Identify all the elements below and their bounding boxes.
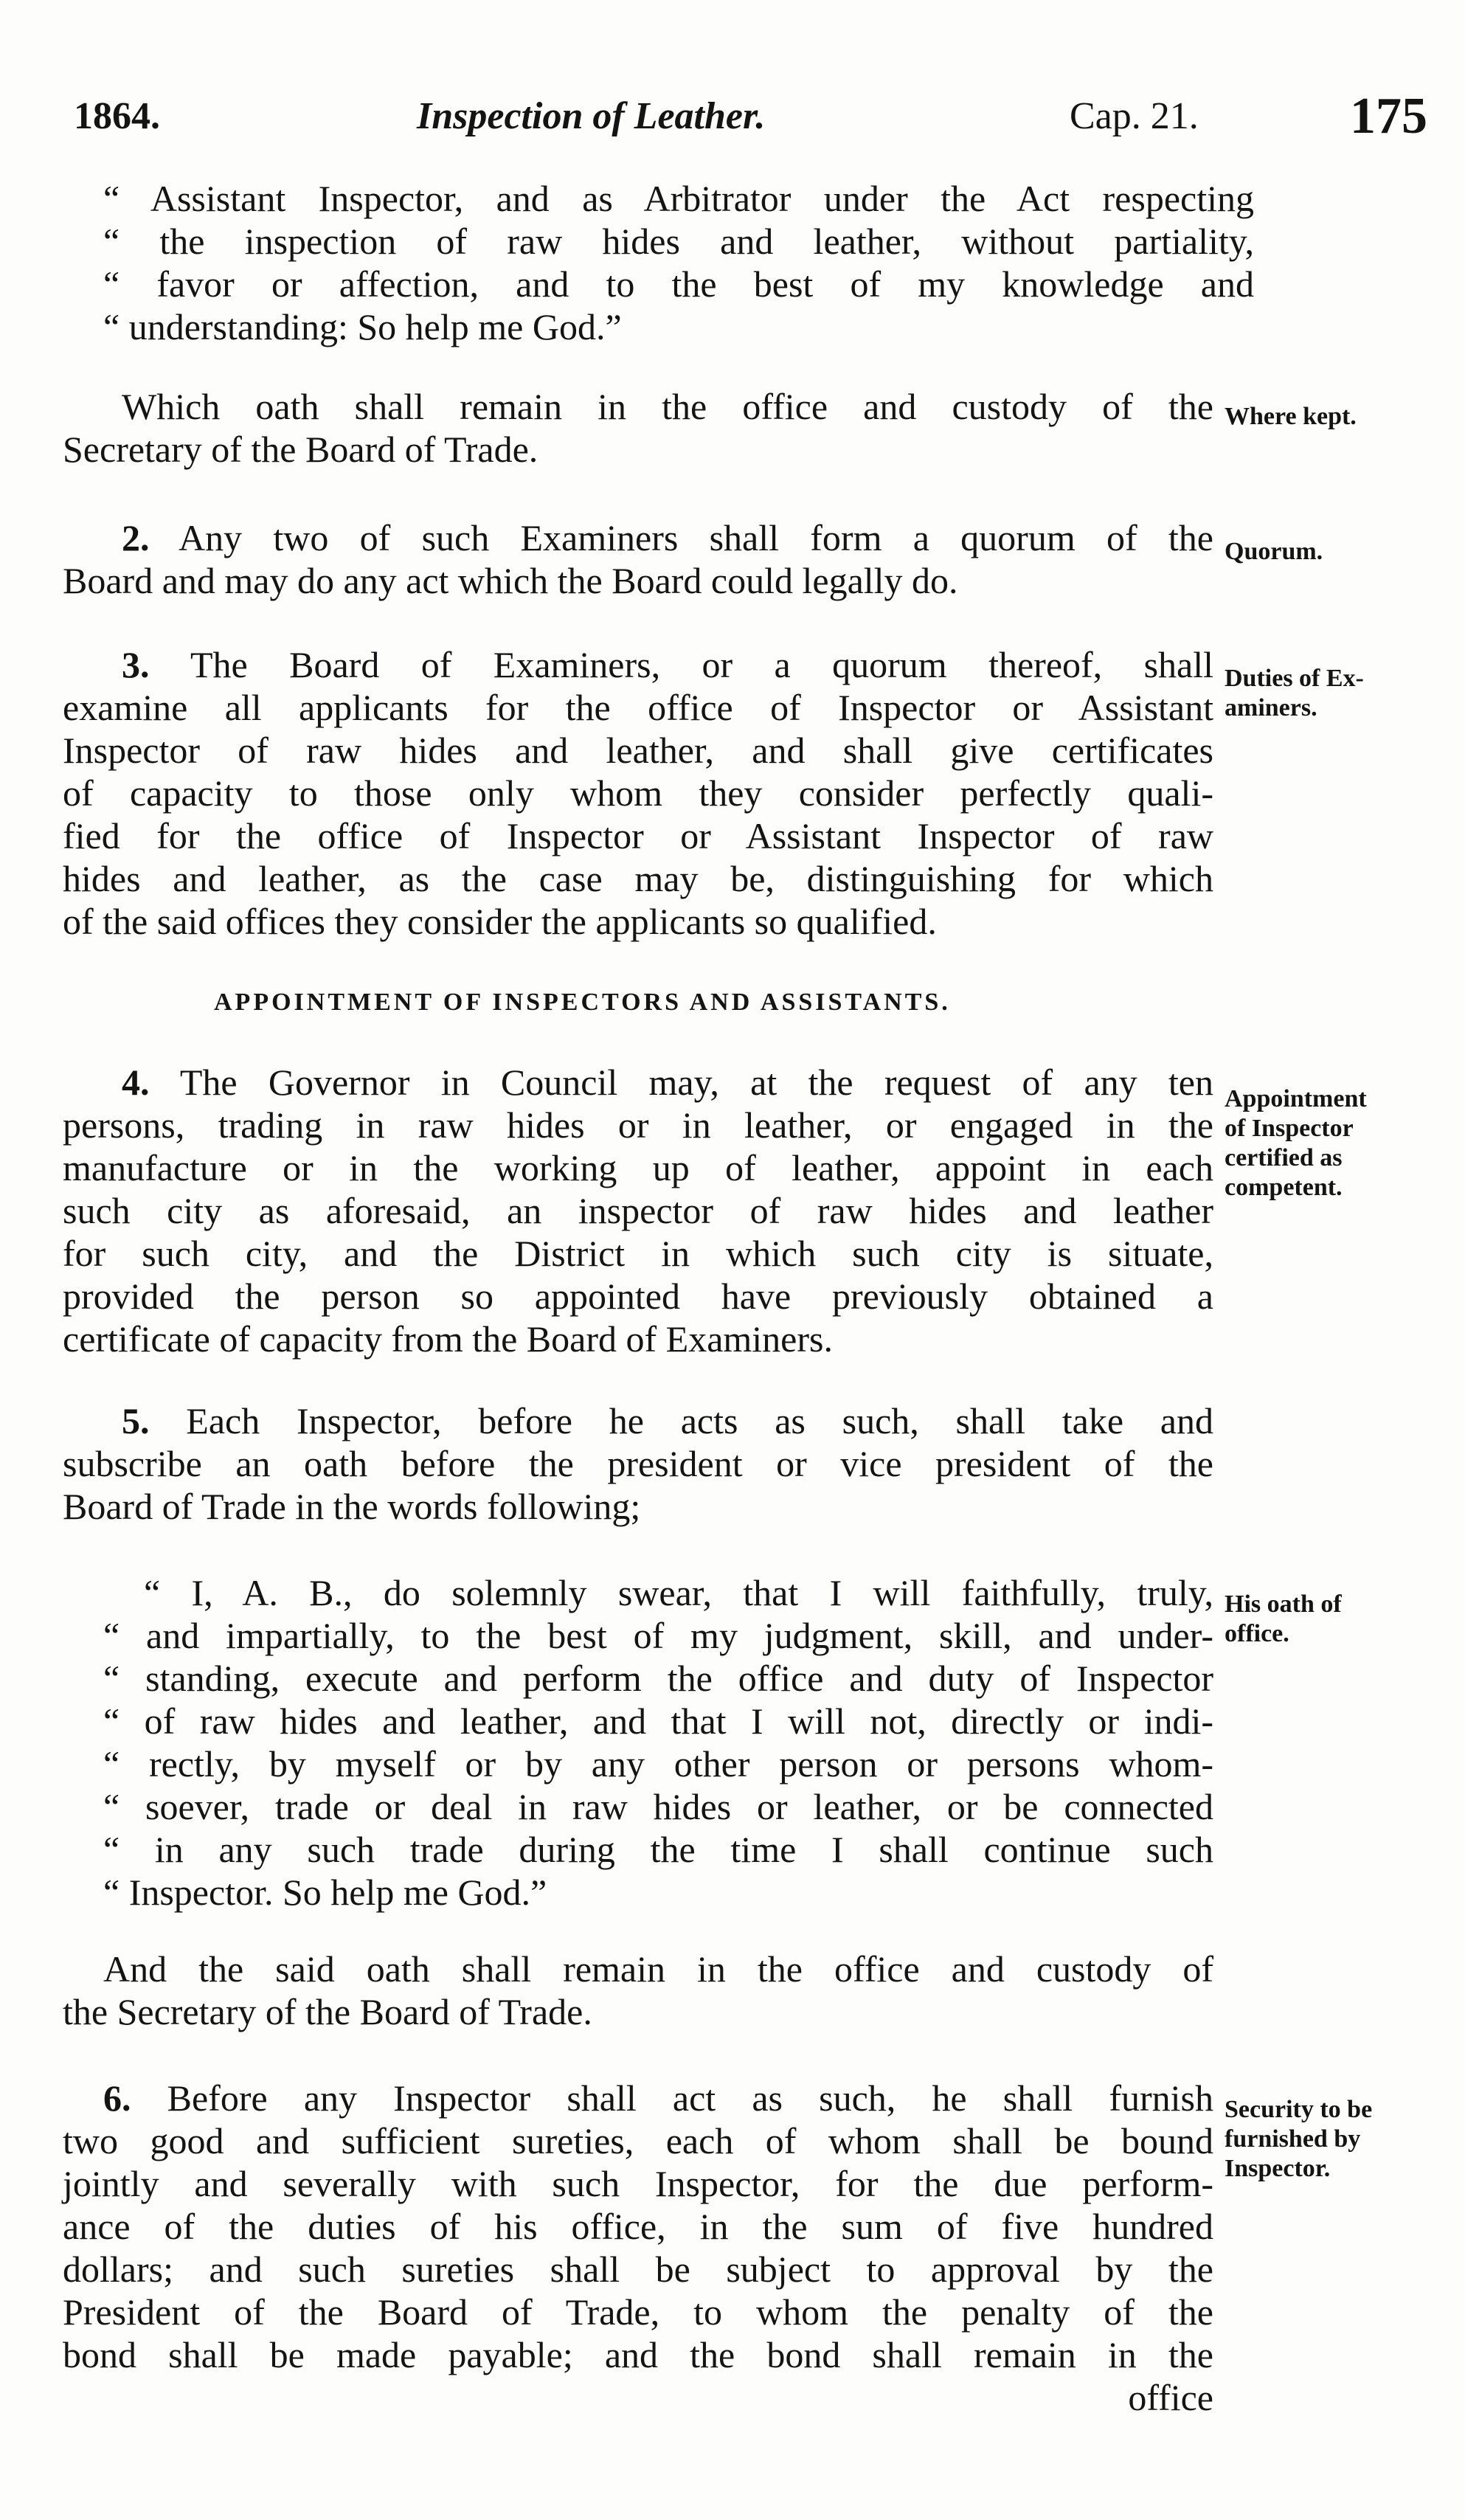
text-line: “ soever, trade or deal in raw hides or leather, or be connected (103, 1786, 1213, 1827)
section-number: 6. (103, 2077, 131, 2119)
header-title: Inspection of Leather. (417, 95, 766, 137)
text-line: Board of Trade in the words following; (63, 1486, 641, 1527)
paragraph-oath-kept (63, 385, 1213, 471)
text-line: Which oath shall remain in the office and custody of the (122, 386, 1213, 427)
text-line: manufacture or in the working up of leather, appoint in each (63, 1147, 1213, 1188)
section-4 (63, 1061, 1213, 1360)
text-line: Secretary of the Board of Trade. (63, 429, 538, 470)
running-header (74, 87, 1438, 168)
section-number: 4. (122, 1062, 150, 1103)
text-line: hides and leather, as the case may be, distinguishing for which (63, 858, 1213, 899)
text-line: of the said offices they consider the applicants so qualified. (63, 901, 937, 942)
text-line: President of the Board of Trade, to whom the penalty of the (63, 2291, 1213, 2333)
text-line: “ of raw hides and leather, and that I will not, directly or indi- (103, 1700, 1213, 1742)
text-line: Inspector of raw hides and leather, and shall give certificates (63, 730, 1213, 771)
text-line: for such city, and the District in which such city is situate, (63, 1233, 1213, 1274)
text-line: examine all applicants for the office of Inspector or Assistant (63, 687, 1213, 728)
text-line: “ the inspection of raw hides and leather, without partiality, (103, 221, 1254, 262)
text-line: “ and impartially, to the best of my judgment, skill, and under- (103, 1615, 1213, 1656)
text-line: such city as aforesaid, an inspector of raw hides and leather (63, 1190, 1213, 1231)
text-line: “ Assistant Inspector, and as Arbitrator under the Act respecting (103, 178, 1254, 219)
paragraph-oath-custody (63, 1948, 1213, 2033)
text-line: 4. The Governor in Council may, at the request of any ten (122, 1062, 1213, 1103)
text-line: subscribe an oath before the president or vice president of the (63, 1443, 1213, 1484)
text-line: “ in any such trade during the time I shall continue such (103, 1829, 1213, 1870)
text-line: bond shall be made payable; and the bond shall remain in the (63, 2334, 1213, 2375)
section-5 (63, 1399, 1213, 1528)
text-line: persons, trading in raw hides or in leather, or engaged in the (63, 1104, 1213, 1146)
text-line: 6. Before any Inspector shall act as such, he shall furnish (103, 2077, 1213, 2119)
section-6 (63, 2077, 1213, 2419)
text-line: jointly and severally with such Inspector, for the due perform- (63, 2163, 1213, 2204)
text-line: 5. Each Inspector, before he acts as such, shall take and (122, 1400, 1213, 1441)
text-line: “ understanding: So help me God.” (103, 306, 622, 347)
text-line: two good and sufficient sureties, each of whom shall be bound (63, 2120, 1213, 2161)
margin-note-appointment: Appointment of Inspector certified as competent. (1225, 1085, 1367, 1201)
header-chapter: Cap. 21. (1070, 95, 1199, 137)
text-line: “ standing, execute and perform the office and duty of Inspector (103, 1658, 1213, 1699)
margin-note-duties: Duties of Ex- aminers. (1225, 665, 1364, 721)
text-line: “ favor or affection, and to the best of my knowledge and (103, 263, 1254, 305)
text-line: “ Inspector. So help me God.” (103, 1872, 547, 1913)
text-line: “ rectly, by myself or by any other person or persons whom- (103, 1743, 1213, 1785)
text-line: Board and may do any act which the Board could legally do. (63, 560, 958, 601)
section-number: 3. (122, 644, 150, 685)
text-line: office (1128, 2377, 1213, 2418)
text-line: fied for the office of Inspector or Assistant Inspector of raw (63, 815, 1213, 856)
text-line: “ I, A. B., do solemnly swear, that I will faithfully, truly, (144, 1572, 1213, 1613)
header-year: 1864. (74, 95, 160, 137)
text-line: dollars; and such sureties shall be subject to approval by the (63, 2249, 1213, 2290)
margin-note-security: Security to be furnished by Inspector. (1225, 2096, 1373, 2182)
text-line: 3. The Board of Examiners, or a quorum thereof, shall (122, 644, 1213, 685)
margin-note-where-kept: Where kept. (1225, 403, 1357, 430)
section-number: 2. (122, 517, 150, 558)
text-line: ance of the duties of his office, in the sum of five hundred (63, 2206, 1213, 2247)
text-line: 2. Any two of such Examiners shall form a quorum of the (122, 517, 1213, 558)
page-number: 175 (1350, 88, 1427, 145)
margin-note-quorum: Quorum. (1225, 538, 1323, 565)
section-number: 5. (122, 1400, 150, 1441)
section-2 (63, 516, 1213, 602)
paragraph-inspector-oath (63, 1571, 1213, 1914)
text-line: provided the person so appointed have previously obtained a (63, 1275, 1213, 1317)
text-line: of capacity to those only whom they consider perfectly quali- (63, 772, 1213, 814)
section-3 (63, 643, 1213, 943)
section-heading: APPOINTMENT OF INSPECTORS AND ASSISTANTS. (214, 989, 951, 1016)
margin-note-oath-of-office: His oath of office. (1225, 1590, 1342, 1647)
text-line: the Secretary of the Board of Trade. (63, 1991, 592, 2032)
text-line: And the said oath shall remain in the office and custody of (103, 1948, 1213, 1990)
paragraph-oath-end (63, 177, 1254, 348)
text-line: certificate of capacity from the Board of Examiners. (63, 1318, 833, 1360)
